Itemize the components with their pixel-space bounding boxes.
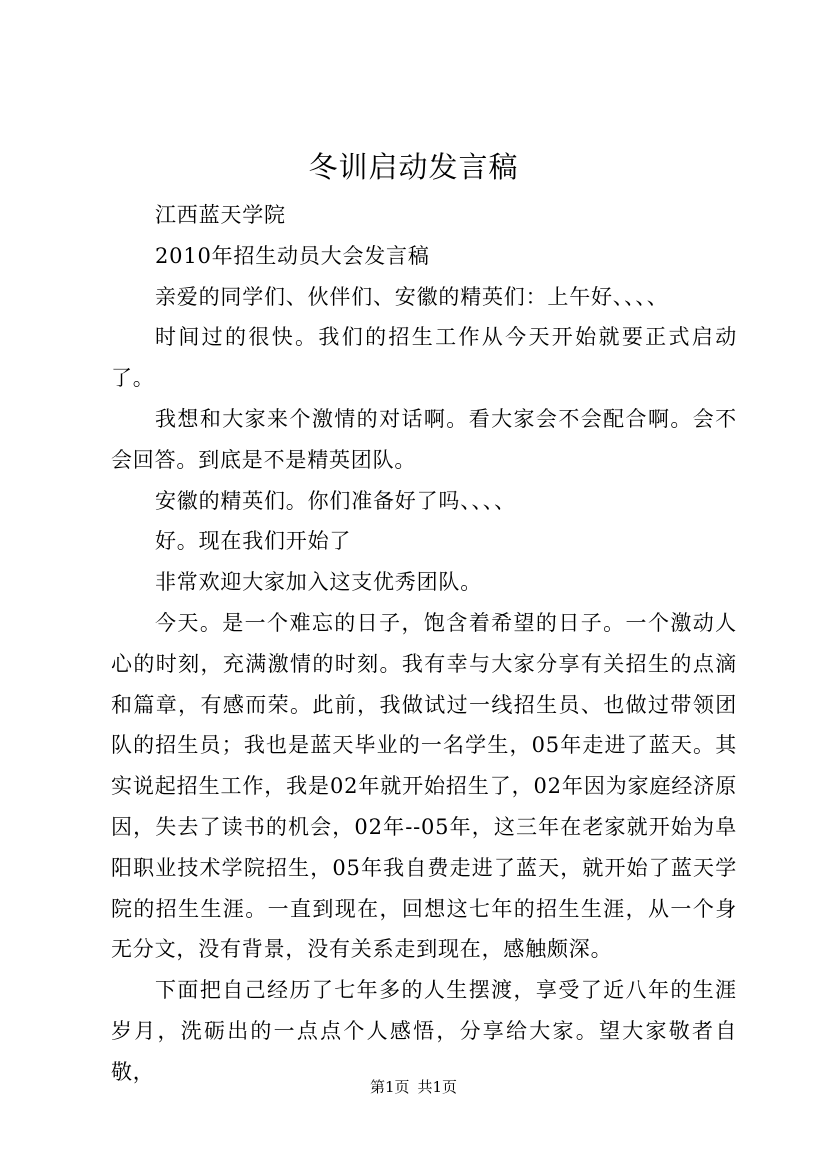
document-title: 冬训启动发言稿 (308, 150, 519, 184)
paragraph: 2010年招生动员大会发言稿 (155, 243, 430, 268)
paragraph: 亲爱的同学们、伙伴们、安徽的精英们：上午好、、、、 (155, 284, 669, 309)
paragraph: 时间过的很快。我们的招生工作从今天开始就要正式启动了。 (111, 325, 737, 391)
paragraph: 今天。是一个难忘的日子，饱含着希望的日子。一个激动人心的时刻，充满激情的时刻。我有幸与大家分享有关招生的点滴和篇章，有感而荣。此前，我做试过一线招生员、也做过带领团队的招生员；我也是蓝天毕业的一名学生，05年走进了蓝天。其实说起招生工作，我是02年就开始招生了，02年因为家庭经济原因，失去了读书的机会，02年--05年，这三年在老家就开始为阜阳职业技术学院招生，05年我自费走进了蓝天，就开始了蓝天学院的招生生涯。一直到现在，回想这七年的招生生涯，从一个身无分文，没有背景，没有关系走到现在，感触颇深。 (111, 610, 737, 962)
paragraph: 下面把自己经历了七年多的人生摆渡，享受了近八年的生涯岁月，洗砺出的一点点个人感悟，分享给大家。望大家敬者自敬， (111, 978, 737, 1084)
paragraph: 非常欢迎大家加入这支优秀团队。 (155, 570, 482, 595)
paragraph: 好。现在我们开始了 (155, 529, 352, 554)
page-number: 第1页 (369, 1078, 410, 1096)
page-total: 共1页 (417, 1078, 458, 1096)
document-body (111, 195, 737, 1093)
paragraph: 江西蓝天学院 (155, 203, 286, 227)
paragraph: 我想和大家来个激情的对话啊。看大家会不会配合啊。会不会回答。到底是不是精英团队。 (111, 406, 737, 472)
paragraph: 安徽的精英们。你们准备好了吗、、、、 (155, 488, 516, 513)
page-footer (0, 1077, 827, 1097)
